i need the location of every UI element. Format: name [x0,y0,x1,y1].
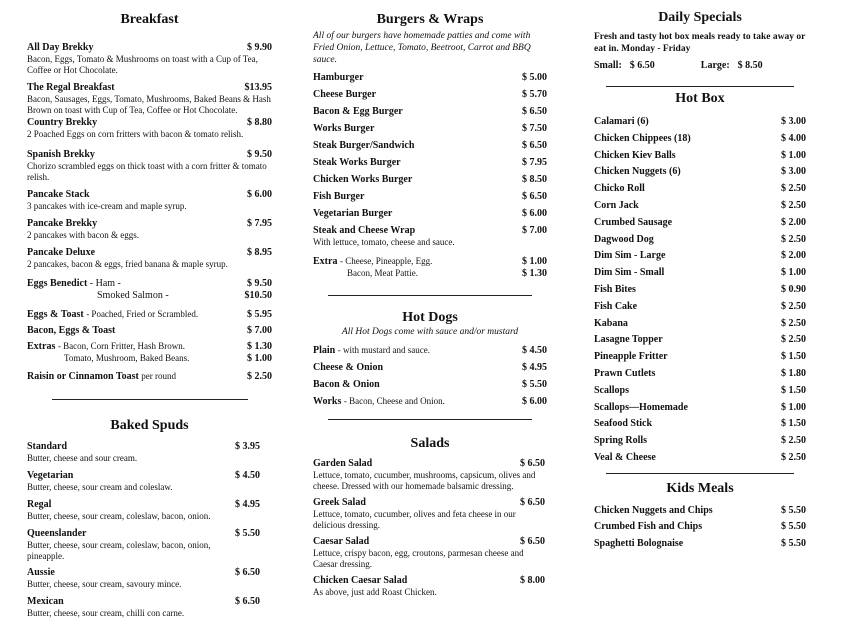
item-name: Chicken Nuggets and Chips [594,504,713,516]
menu-item [313,208,547,225]
list-item [594,334,806,351]
item-name: Veal & Cheese [594,451,656,463]
list-item [594,452,806,469]
item-price: $ 9.90 [247,42,272,53]
item-price: $ 6.50 [522,140,547,151]
item-price: $ 6.00 [522,208,547,219]
item-price: $ 2.50 [247,371,272,382]
item-name: Extra [313,256,338,267]
item-price: $ 0.90 [781,283,806,295]
item-description: Lettuce, tomato, cucumber, olives and feta cheese in our delicious dressing. [313,509,516,530]
menu-item [313,575,547,598]
item-price: $ 5.50 [781,537,806,549]
item-name: Chicken Works Burger [313,174,413,185]
item-name: Works Burger [313,123,375,134]
item-price: $ 2.50 [781,435,806,447]
menu-item [313,72,547,89]
menu-item [27,567,272,590]
list-item [594,538,806,555]
item-name: Cheese Burger [313,89,377,100]
list-item [594,402,806,419]
hot-dogs-title: Hot Dogs [402,310,458,325]
item-name: Chicken Kiev Balls [594,149,676,161]
item-description: Butter, cheese and sour cream. [27,453,138,463]
menu-item-extra [313,256,547,280]
baked-spuds-title: Baked Spuds [110,418,189,433]
menu-item [27,499,272,522]
menu-item [27,528,272,562]
item-price: $ 2.50 [781,233,806,245]
item-price: $ 1.00 [781,267,806,279]
item-description: 2 pancakes, bacon & eggs, fried banana & maple syrup. [27,259,228,269]
list-item [594,385,806,402]
item-price: $ 5.50 [235,528,260,539]
list-item [594,133,806,150]
item-price: $ 2.50 [781,317,806,329]
item-price: $ 1.50 [781,384,806,396]
item-name: Aussie [27,567,55,578]
menu-item [313,174,547,191]
item-name: Bacon & Onion [313,379,380,390]
item-description: Bacon, Meat Pattie. [347,268,418,278]
item-price: $ 5.50 [522,379,547,390]
item-price: $ 7.00 [522,225,547,236]
divider [52,399,248,400]
item-name: Raisin or Cinnamon Toast [27,371,139,382]
kids-meals-title: Kids Meals [666,480,734,496]
list-item [594,505,806,522]
list-item [594,183,806,200]
item-name: Crumbed Sausage [594,216,673,228]
item-price: $ 9.50 [247,149,272,160]
item-price: $ 8.00 [520,575,545,586]
item-price: $ 4.00 [781,132,806,144]
item-name: Dagwood Dog [594,233,654,245]
list-item [594,284,806,301]
item-price: $13.95 [244,82,272,93]
item-price: $ 7.50 [522,123,547,134]
middle-column [313,0,547,598]
item-price: $ 1.30 [522,268,547,279]
item-price: $ 6.50 [520,458,545,469]
item-name: Lasagne Topper [594,334,663,346]
item-description: Butter, cheese, sour cream and coleslaw. [27,482,173,492]
item-price: $ 1.00 [247,353,272,364]
item-price: $ 6.00 [522,396,547,407]
item-name: Corn Jack [594,199,639,211]
list-item [594,166,806,183]
menu-item-bacon-eggs-toast [27,325,272,337]
item-price: $ 5.95 [247,309,272,320]
item-name: Steak Burger/Sandwich [313,140,415,151]
item-price: $ 2.50 [781,300,806,312]
item-price: $ 4.95 [522,362,547,373]
item-name: Works [313,396,342,407]
item-name: Garden Salad [313,458,373,469]
burgers-wraps-title: Burgers & Wraps [376,12,484,27]
item-price: $ 6.00 [247,189,272,200]
item-name: Crumbed Fish and Chips [594,521,703,533]
left-column [27,0,272,619]
item-name: Plain [313,345,336,356]
item-description: Butter, cheese, sour cream, coleslaw, bacon, onion. [27,511,211,521]
item-name: Chicken Nuggets (6) [594,166,681,178]
item-price: $ 5.00 [522,72,547,83]
item-description: With lettuce, tomato, cheese and sauce. [313,237,455,247]
item-price: $ 5.50 [781,504,806,516]
item-description: As above, just add Roast Chicken. [313,587,437,597]
item-name: Kabana [594,317,628,329]
item-price: $ 8.50 [522,174,547,185]
item-description: - Bacon, Corn Fritter, Hash Brown. [57,341,185,351]
item-price: $ 2.50 [781,334,806,346]
item-price: $ 8.80 [247,117,272,128]
item-price: $ 2.00 [781,250,806,262]
item-price: $ 7.00 [247,325,272,336]
item-name: Spaghetti Bolognaise [594,537,684,549]
item-name: Steak and Cheese Wrap [313,225,416,236]
item-price: $ 6.50 [235,567,260,578]
item-name: The Regal Breakfast [27,82,115,93]
item-description: - Cheese, Pineapple, Egg. [339,256,433,266]
item-price: $ 1.50 [781,418,806,430]
menu-item [313,362,547,379]
list-item [594,368,806,385]
item-name: Fish Bites [594,283,636,295]
item-name: Pancake Deluxe [27,247,96,258]
item-price: $ 5.70 [522,89,547,100]
list-item [594,116,806,133]
menu-item [313,497,547,531]
menu-item [313,106,547,123]
menu-item [313,458,547,492]
list-item [594,351,806,368]
item-description: 2 Poached Eggs on corn fritters with bacon & tomato relish. [27,129,244,139]
item-price: $ 6.50 [522,191,547,202]
menu-item [313,191,547,208]
menu-item [27,247,272,270]
item-name: Queenslander [27,528,87,539]
item-name: All Day Brekky [27,42,94,53]
item-name: Spanish Brekky [27,149,95,160]
item-price: $ 6.50 [235,596,260,607]
item-name: Pancake Brekky [27,218,98,229]
menu-item [27,218,272,241]
menu-item [27,441,272,464]
menu-item [313,123,547,140]
menu-item [313,379,547,396]
menu-item [313,396,547,413]
list-item [594,435,806,452]
item-price: $ 6.50 [520,536,545,547]
item-price: $ 1.30 [247,341,272,352]
item-name: Pancake Stack [27,189,90,200]
item-price: $ 2.50 [781,183,806,195]
menu-item-wrap [313,225,547,248]
large-label: Large: [700,60,730,71]
daily-specials-title: Daily Specials [658,10,742,25]
burgers-intro: All of our burgers have homemade patties and come with Fried Onion, Lettuce, Tomato, Beetroot, Carrot and BBQ sauce. [313,31,531,65]
item-name: Bacon & Egg Burger [313,106,403,117]
item-name: Fish Cake [594,300,638,312]
list-item [594,301,806,318]
menu-item [27,149,272,183]
item-name: Chicken Chippees (18) [594,132,691,144]
item-description: Tomato, Mushroom, Baked Beans. [64,353,190,363]
item-description: Butter, cheese, sour cream, coleslaw, bacon, onion, pineapple. [27,540,211,561]
item-price: $ 4.50 [235,470,260,481]
item-description: Chorizo scrambled eggs on thick toast with a corn fritter & tomato relish. [27,161,267,182]
divider [328,419,532,420]
item-name: Cheese & Onion [313,362,383,373]
item-price: $ 4.95 [235,499,260,510]
item-price: $ 9.50 [247,278,272,289]
item-price: $10.50 [244,290,272,301]
hot-box-title: Hot Box [675,91,725,106]
item-price: $ 3.00 [781,166,806,178]
daily-specials-text: Fresh and tasty hot box meals ready to take away or eat in. Monday - Friday [594,32,806,54]
item-description: Bacon, Eggs, Tomato & Mushrooms on toast with a Cup of Tea, Coffee or Hot Chocolate. [27,54,258,75]
item-name: Chicken Caesar Salad [313,575,408,586]
divider [606,473,794,474]
item-name: Prawn Cutlets [594,367,656,379]
item-name: Dim Sim - Large [594,250,666,262]
item-price: $ 2.00 [781,216,806,228]
item-description: Bacon, Sausages, Eggs, Tomato, Mushrooms, Baked Beans & Hash Brown on toast with Cup of Tea, Coffee or Hot Chocolate. [27,94,271,115]
item-name: Spring Rolls [594,435,648,447]
item-option: Smoked Salmon - [97,290,169,301]
menu-item [313,89,547,106]
hot-dogs-subtitle: All Hot Dogs come with sauce and/or mustard [341,327,519,337]
item-price: $ 7.95 [247,218,272,229]
item-description: 2 pancakes with bacon & eggs. [27,230,139,240]
menu-item [313,140,547,157]
item-description: Butter, cheese, sour cream, chilli con carne. [27,608,185,618]
list-item [594,318,806,335]
hot-box-list [594,116,806,469]
item-price: $ 4.50 [522,345,547,356]
item-price: $ 6.50 [522,106,547,117]
item-price: $ 2.50 [781,451,806,463]
menu-item-raisin-toast [27,371,272,383]
item-name: Pineapple Fritter [594,351,668,363]
item-name: Hamburger [313,72,364,83]
item-price: $ 7.95 [522,157,547,168]
item-price: $ 6.50 [520,497,545,508]
item-name: Caesar Salad [313,536,370,547]
list-item [594,234,806,251]
item-price: $ 3.00 [781,116,806,127]
item-price: $ 1.00 [522,256,547,267]
item-description: Lettuce, crispy bacon, egg, croutons, parmesan cheese and Caesar dressing. [313,548,524,569]
item-name: Steak Works Burger [313,157,401,168]
list-item [594,200,806,217]
list-item [594,217,806,234]
item-name: Vegetarian Burger [313,208,393,219]
right-column [594,0,806,554]
menu-item [27,82,272,116]
item-option: - Ham - [89,278,121,289]
item-name: Standard [27,441,68,452]
menu-item-extras [27,341,272,365]
item-price: $ 2.50 [781,199,806,211]
item-name: Seafood Stick [594,418,653,430]
menu-item-eggs-benedict [27,278,272,302]
item-price: $ 5.50 [781,521,806,533]
item-name: Country Brekky [27,117,98,128]
item-name: Dim Sim - Small [594,267,665,279]
breakfast-title: Breakfast [120,12,179,27]
item-description: - Bacon, Cheese and Onion. [343,396,445,406]
small-price: $ 6.50 [629,60,655,71]
item-price: $ 1.00 [781,149,806,161]
item-name: Extras [27,341,56,352]
list-item [594,521,806,538]
item-description: - with mustard and sauce. [337,345,430,355]
item-name: Scallops [594,384,630,396]
list-item [594,267,806,284]
item-name: Mexican [27,596,64,607]
list-item [594,250,806,267]
menu-item [313,536,547,570]
menu-item [27,470,272,493]
divider [606,86,794,87]
menu-item [27,189,272,212]
menu-item [313,157,547,174]
item-description: Lettuce, tomato, cucumber, mushrooms, capsicum, olives and cheese. Dressed with our homemade balsamic dressing. [313,470,536,491]
item-description: 3 pancakes with ice-cream and maple syrup. [27,201,187,211]
menu-item [313,345,547,362]
salads-title: Salads [410,436,450,451]
item-price: $ 1.00 [781,401,806,413]
item-name: Calamari (6) [594,116,649,127]
item-name: Scallops—Homemade [594,401,688,413]
list-item [594,418,806,435]
item-name: Regal [27,499,52,510]
divider [328,295,532,296]
menu-item [27,117,272,140]
item-price: $ 1.80 [781,367,806,379]
item-price: $ 8.95 [247,247,272,258]
menu-item-eggs-toast [27,309,272,321]
item-name: Chicko Roll [594,183,645,195]
item-name: Eggs & Toast [27,309,84,320]
item-description: Butter, cheese, sour cream, savoury mince. [27,579,182,589]
menu-item [27,42,272,76]
item-price: $ 3.95 [235,441,260,452]
item-name: Greek Salad [313,497,366,508]
item-name: Vegetarian [27,470,74,481]
item-description: - Poached, Fried or Scrambled. [86,309,199,319]
daily-specials-prices [594,60,806,72]
list-item [594,150,806,167]
kids-meals-list [594,505,806,555]
item-name: Fish Burger [313,191,365,202]
item-description: per round [141,371,177,381]
small-label: Small: [594,60,622,71]
item-name: Eggs Benedict [27,278,88,289]
large-price: $ 8.50 [737,60,763,71]
item-price: $ 1.50 [781,351,806,363]
item-name: Bacon, Eggs & Toast [27,325,116,336]
